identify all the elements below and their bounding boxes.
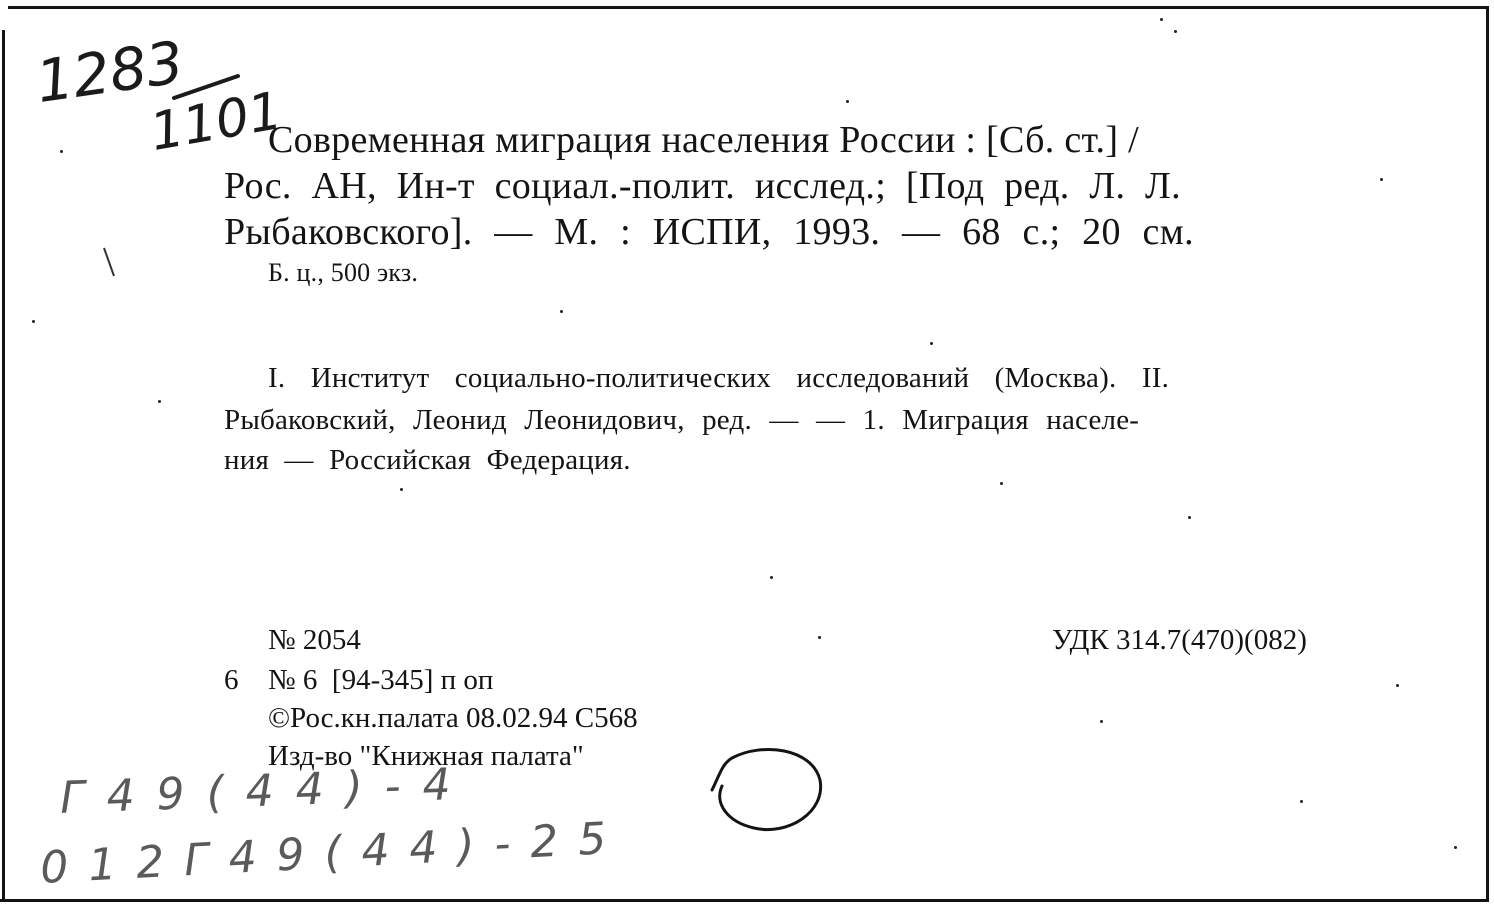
- pencil-note-line-2: 0 1 2 Г 4 9 ( 4 4 ) - 2 5: [39, 813, 611, 894]
- speck: [60, 150, 63, 153]
- publisher-line: Изд-во "Книжная палата": [268, 740, 584, 772]
- speck: [930, 342, 933, 345]
- speck: [846, 100, 849, 103]
- speck: [1396, 684, 1399, 687]
- headings-line-2: Рыбаковский, Леонид Леонидович, ред. — — 1. Миграция населе-: [224, 404, 1140, 436]
- speck: [1000, 482, 1003, 485]
- hand-drawn-circle: [692, 740, 832, 840]
- headings-line-1: I. Институт социально-политических исследований (Москва). II.: [268, 362, 1170, 394]
- card-border-bottom: [0, 899, 1489, 902]
- entry-line-3: Рыбаковского]. — М. : ИСПИ, 1993. — 68 с.; 20 см.: [224, 211, 1194, 253]
- pencil-tick-mark: [100, 244, 120, 284]
- copyright-line: ©Рос.кн.палата 08.02.94 С568: [268, 702, 638, 734]
- speck: [1174, 30, 1177, 33]
- speck: [32, 320, 35, 323]
- speck: [1100, 720, 1103, 723]
- shelfmark-top: 1283: [31, 28, 188, 116]
- speck: [1380, 178, 1383, 181]
- entry-line-1: Современная миграция населения России : [Сб. ст.] /: [268, 119, 1139, 161]
- headings-line-3: ния — Российская Федерация.: [224, 444, 631, 476]
- card-border-right: [1486, 6, 1489, 902]
- speck: [1188, 516, 1191, 519]
- speck: [1300, 800, 1303, 803]
- speck: [560, 310, 563, 313]
- speck: [818, 636, 821, 639]
- issue-line: № 6 [94-345] п оп: [268, 664, 494, 696]
- shelfmark-bottom: 1101: [145, 80, 287, 164]
- speck: [1454, 846, 1457, 849]
- pencil-note-line-1: Г 4 9 ( 4 4 ) - 4: [59, 759, 456, 824]
- speck: [158, 400, 161, 403]
- card-border-left: [2, 30, 5, 902]
- speck: [1160, 18, 1163, 21]
- card-border-top: [8, 6, 1486, 9]
- margin-digit: 6: [224, 664, 239, 696]
- entry-line-2: Рос. АН, Ин-т социал.-полит. исслед.; [Под ред. Л. Л.: [224, 165, 1181, 207]
- price-and-print-run: Б. ц., 500 экз.: [268, 258, 419, 287]
- speck: [400, 488, 403, 491]
- udc-code: УДК 314.7(470)(082): [1052, 624, 1307, 656]
- speck: [770, 576, 773, 579]
- card-number: № 2054: [268, 624, 361, 656]
